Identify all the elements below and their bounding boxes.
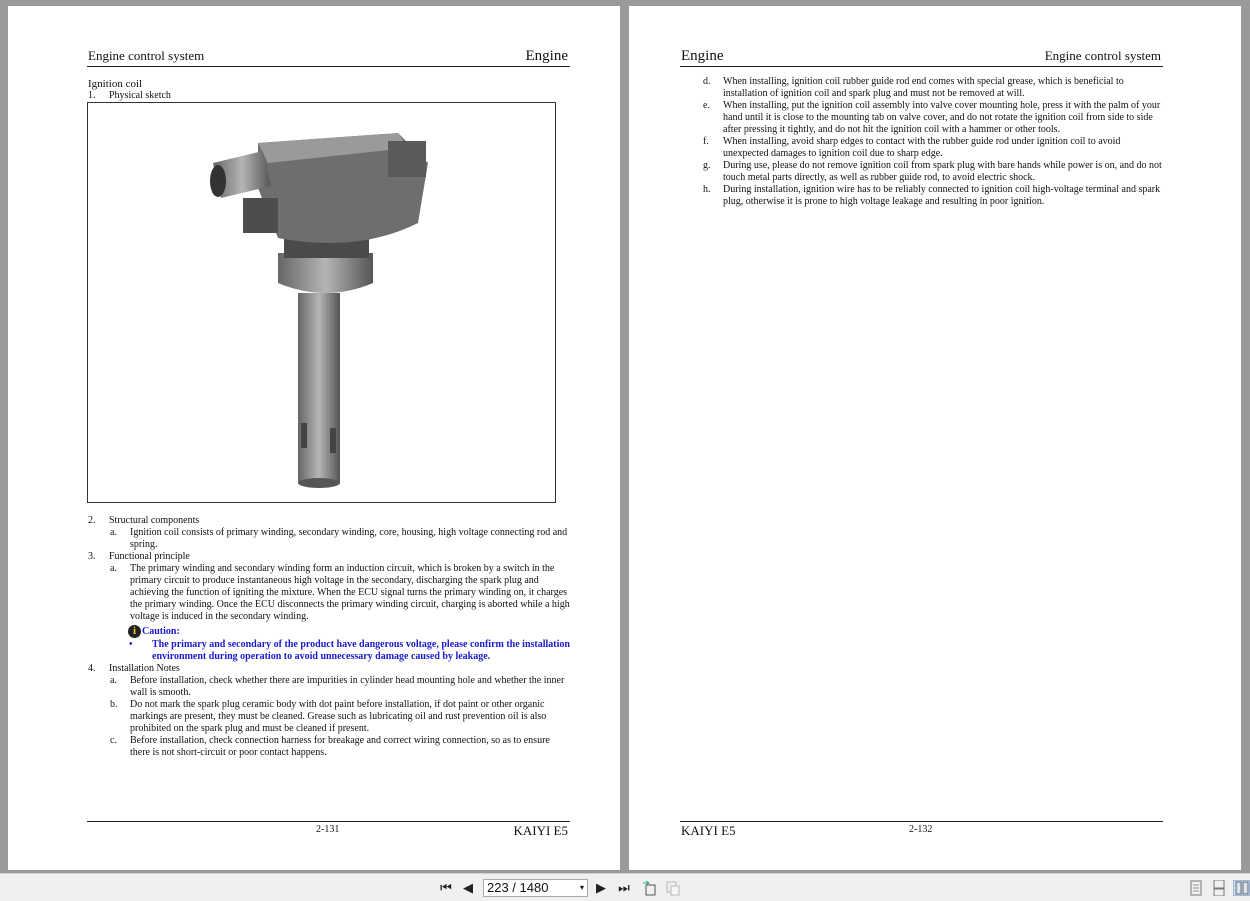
section-num: 2. [88, 515, 96, 526]
item-num: a. [110, 527, 117, 538]
section-label: Installation Notes [109, 663, 180, 674]
page-indicator: 223 / 1480 [487, 880, 549, 895]
item-text: The primary winding and secondary winding form an induction circuit, which is broken by a switch in the primary circuit to produce instantaneous high voltage in the secondary, discharging the spark plug and achieving the function of igniting the mixture. When the ECU signal turns the primary winding on, it charges the primary winding. Once the ECU disconnects the primary winding circuit, charging is aborted while a high voltage is induced in the secondary winding. [130, 563, 570, 622]
header-right: Engine [525, 48, 568, 64]
item-num: h. [703, 184, 711, 195]
item-text: When installing, put the ignition coil assembly into valve cover mounting hole, press it with the palm of your hand until it is close to the mounting tab on valve cover, and do not rotate the ignition coil from side to side after pressing it tightly, and do not hit the ignition coil with a hammer or other tools. [723, 100, 1161, 135]
go-back-view-icon[interactable] [641, 880, 657, 896]
item-text: Before installation, check connection harness for breakage and correct wiring connection, so as to ensure there is not short-circuit or poor contact happens. [130, 735, 550, 758]
info-icon: i [128, 625, 141, 638]
item-num: a. [110, 563, 117, 574]
item-num: f. [703, 136, 709, 147]
previous-page-button[interactable]: ◀ [463, 880, 473, 896]
bullet: • [129, 639, 133, 650]
caution-title: Caution: [142, 625, 180, 637]
chevron-down-icon[interactable]: ▾ [579, 883, 584, 892]
next-page-button[interactable]: ▶ [596, 880, 606, 896]
header-left: Engine [681, 48, 724, 64]
left-page [8, 6, 620, 870]
item-text: During use, please do not remove ignition coil from spark plug with bare hands while power is on, and do not touch metal parts directly, as well as rubber guide rod, to avoid electric shock. [723, 160, 1162, 183]
item-text: Before installation, check whether there are impurities in cylinder head mounting hole and whether the inner wall is smooth. [130, 675, 565, 698]
item-num: d. [703, 76, 711, 87]
footer-page-number: 2-132 [909, 824, 933, 835]
item-label: Physical sketch [109, 90, 171, 101]
last-page-button[interactable]: ⏭ [618, 880, 630, 896]
item-num: 1. [88, 90, 96, 101]
item-text: When installing, ignition coil rubber guide rod end comes with special grease, which is beneficial to installation of ignition coil and spark plug and must not be removed at will. [723, 76, 1124, 99]
section-num: 3. [88, 551, 96, 562]
section-title: Ignition coil [88, 78, 143, 90]
item-text: Do not mark the spark plug ceramic body with dot paint before installation, if dot paint or other organic markings are present, they must be cleaned. Grease such as lubricating oil and rust prevention oil is also prohibited on the spark plug and must be cleaned if present. [130, 699, 547, 734]
navigation-toolbar [0, 873, 1250, 901]
footer-model: KAIYI E5 [513, 823, 568, 838]
item-text: Ignition coil consists of primary winding, secondary winding, core, housing, high voltage connecting rod and spring. [130, 527, 568, 550]
item-num: c. [110, 735, 117, 746]
footer-page-number: 2-131 [316, 824, 340, 835]
first-page-button[interactable]: ⏮ [440, 880, 452, 896]
section-label: Structural components [109, 515, 200, 526]
item-num: a. [110, 675, 117, 686]
item-num: g. [703, 160, 711, 171]
item-text: During installation, ignition wire has to be reliably connected to ignition coil high-voltage terminal and spark plug, otherwise it is prone to high voltage leakage and resulting in poor ignition. [723, 184, 1161, 207]
caution-note [88, 625, 570, 638]
section-label: Functional principle [109, 551, 190, 562]
go-forward-view-icon[interactable] [665, 880, 681, 896]
page-number-input[interactable] [483, 879, 588, 897]
item-num: e. [703, 100, 710, 111]
item-num: b. [110, 699, 118, 710]
single-page-view-icon[interactable] [1189, 880, 1203, 896]
section-num: 4. [88, 663, 96, 674]
two-page-view-icon[interactable] [1233, 880, 1250, 896]
caution-text: The primary and secondary of the product have dangerous voltage, please confirm the installation environment during operation to avoid unnecessary damage caused by leakage. [152, 639, 570, 662]
right-page [629, 6, 1241, 870]
footer-model: KAIYI E5 [681, 823, 736, 838]
ignition-coil-image [87, 102, 556, 503]
header-left: Engine control system [88, 48, 205, 63]
header-right: Engine control system [1044, 48, 1161, 63]
continuous-view-icon[interactable] [1212, 880, 1226, 896]
item-text: When installing, avoid sharp edges to contact with the rubber guide rod under ignition coil to avoid unexpected damages to ignition coil due to sharp edge. [723, 136, 1121, 159]
